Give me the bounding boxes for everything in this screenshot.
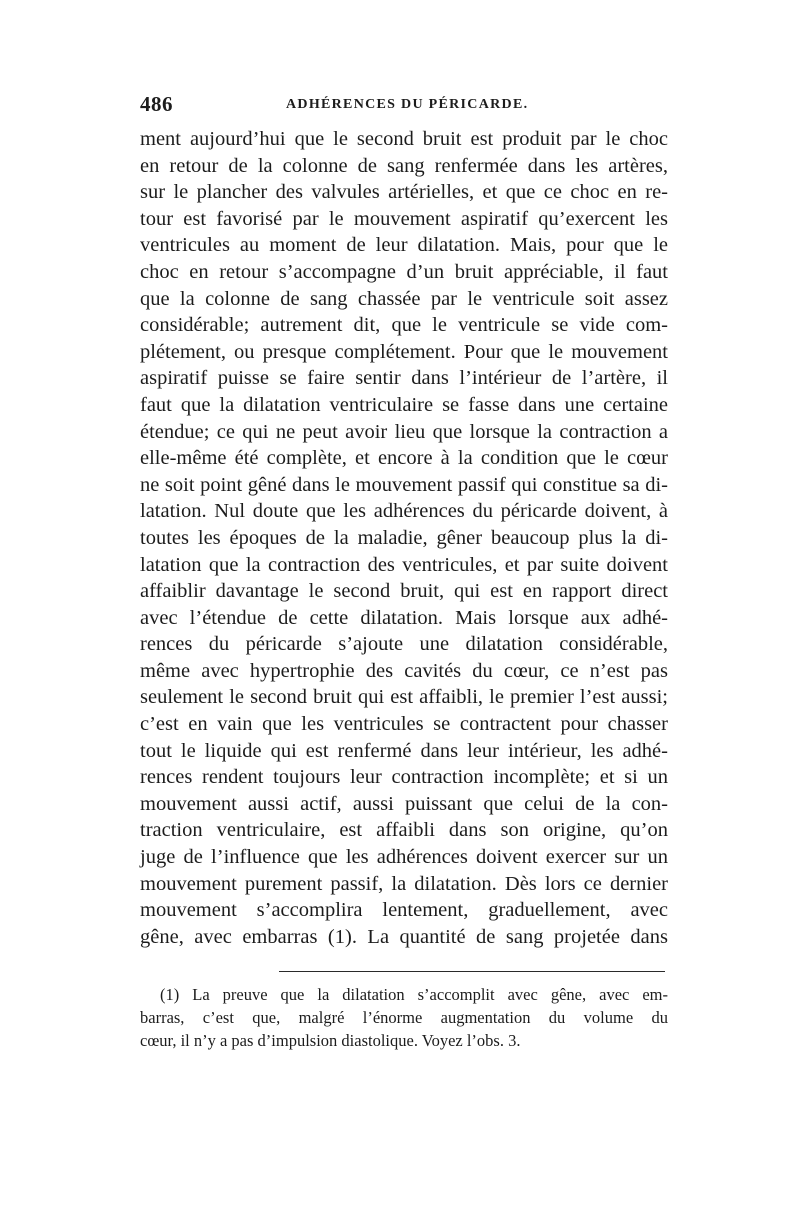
text-line: plétement, ou presque complétement. Pour que le mouvement <box>140 340 668 363</box>
text-line: ne soit point gêné dans le mouvement passif qui constitue sa di- <box>140 473 668 496</box>
text-line: mouvement purement passif, la dilatation. Dès lors ce dernier <box>140 872 668 895</box>
text-line: c’est en vain que les ventricules se contractent pour chasser <box>140 713 668 736</box>
footnote-line: cœur, il n’y a pas d’impulsion diastolique. Voyez l’obs. 3. <box>140 1031 521 1050</box>
text-line: considérable; autrement dit, que le ventricule se vide com- <box>140 314 668 337</box>
text-line: affaiblir davantage le second bruit, qui est en rapport direct <box>140 580 668 603</box>
text-line: ment aujourd’hui que le second bruit est produit par le choc <box>140 128 668 150</box>
running-header <box>140 92 668 122</box>
text-line: choc en retour s’accompagne d’un bruit appréciable, il faut <box>140 260 668 283</box>
text-line: même avec hypertrophie des cavités du cœur, ce n’est pas <box>140 659 668 682</box>
page-number: 486 <box>140 92 173 116</box>
text-line: aspiratif puisse se faire sentir dans l’intérieur de l’artère, il <box>140 367 668 390</box>
text-line: en retour de la colonne de sang renfermée dans les artères, <box>140 154 668 177</box>
text-line: latation que la contraction des ventricules, et par suite doivent <box>140 553 668 576</box>
text-line: gêne, avec embarras (1). La quantité de sang projetée dans <box>140 925 668 948</box>
text-line: faut que la dilatation ventriculaire se fasse dans une certaine <box>140 393 668 416</box>
running-title: ADHÉRENCES DU PÉRICARDE. <box>286 97 529 112</box>
text-line: étendue; ce qui ne peut avoir lieu que lorsque la contraction a <box>140 420 668 443</box>
text-line: seulement le second bruit qui est affaibli, le premier l’est aussi; <box>140 686 668 709</box>
text-line: sur le plancher des valvules artérielles, et que ce choc en re- <box>140 181 668 204</box>
text-line: latation. Nul doute que les adhérences du péricarde doivent, à <box>140 500 668 523</box>
text-line: traction ventriculaire, est affaibli dans son origine, qu’on <box>140 819 668 842</box>
text-line: tout le liquide qui est renfermé dans leur intérieur, les adhé- <box>140 739 668 762</box>
footnote-line: barras, c’est que, malgré l’énorme augmentation du volume du <box>140 1008 668 1027</box>
text-line: elle-même été complète, et encore à la condition que le cœur <box>140 447 668 470</box>
footnote-separator <box>279 971 665 972</box>
text-line: mouvement s’accomplira lentement, graduellement, avec <box>140 899 668 922</box>
text-line: tour est favorisé par le mouvement aspiratif qu’exercent les <box>140 207 668 230</box>
body-text <box>140 126 668 950</box>
text-line: que la colonne de sang chassée par le ventricule soit assez <box>140 287 668 310</box>
text-line: rences rendent toujours leur contraction incomplète; et si un <box>140 766 668 789</box>
footnote-line: (1) La preuve que la dilatation s’accomplit avec gêne, avec em- <box>160 985 668 1004</box>
text-line: toutes les époques de la maladie, gêner beaucoup plus la di- <box>140 526 668 549</box>
text-line: juge de l’influence que les adhérences doivent exercer sur un <box>140 846 668 869</box>
text-line: mouvement aussi actif, aussi puissant que celui de la con- <box>140 792 668 815</box>
text-line: rences du péricarde s’ajoute une dilatation considérable, <box>140 633 668 656</box>
footnote <box>140 983 668 1052</box>
text-line: ventricules au moment de leur dilatation. Mais, pour que le <box>140 234 668 257</box>
text-line: avec l’étendue de cette dilatation. Mais lorsque aux adhé- <box>140 606 668 629</box>
